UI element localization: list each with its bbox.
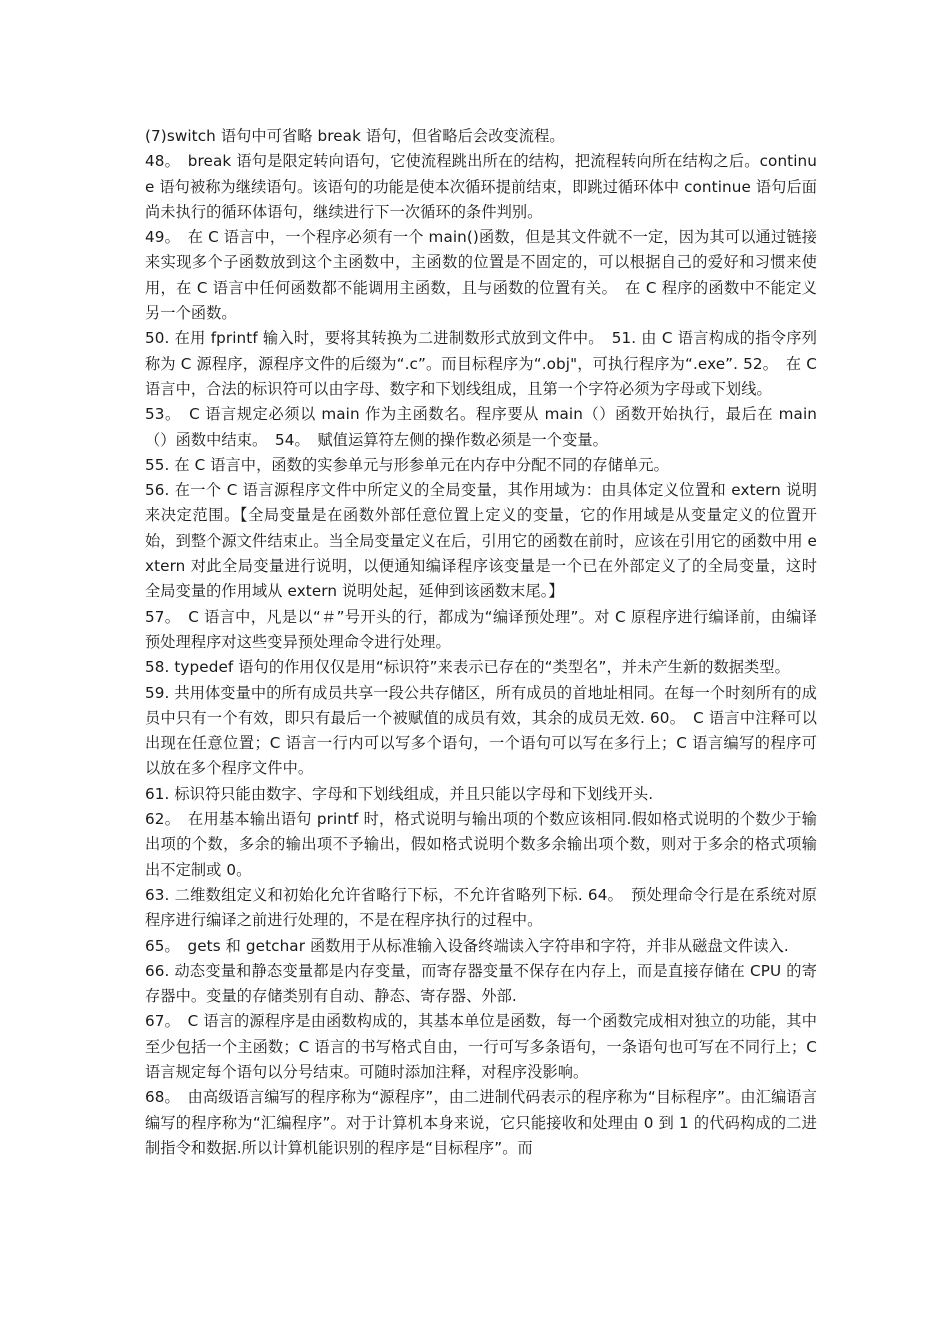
paragraph-56: 56. 在一个 C 语言源程序文件中所定义的全局变量，其作用域为：由具体定义位置和 extern 说明来决定范围。【全局变量是在函数外部任意位置上定义的变量，它的作用域是从变量定义的位置开始，到整个源文件结束止。当全局变量定义在后，引用它的函数在前时，应该在引用它的函数中用 extern 对此全局变量进行说明，以便通知编译程序该变量是一个已在外部定义了的全局变量，这时全局变量的作用域从 extern 说明处起，延伸到该函数末尾。】 bbox=[145, 481, 817, 601]
paragraph-58: 58. typedef 语句的作用仅仅是用“标识符”来表示已存在的“类型名”，并未产生新的数据类型。 bbox=[145, 658, 790, 677]
paragraph-65: 65。 gets 和 getchar 函数用于从标准输入设备终端读入字符串和字符，并非从磁盘文件读入. bbox=[145, 936, 789, 955]
paragraph-67: 67。 C 语言的源程序是由函数构成的，其基本单位是函数，每一个函数完成相对独立的功能，其中至少包括一个主函数；C 语言的书写格式自由，一行可写多条语句，一条语句也可写在不同行上；C 语言规定每个语句以分号结束。可随时添加注释，对程序没影响。 bbox=[145, 1012, 817, 1081]
paragraph-7-switch: (7)switch 语句中可省略 break 语句，但省略后会改变流程。 bbox=[145, 127, 565, 145]
paragraph-49: 49。 在 C 语言中，一个程序必须有一个 main()函数，但是其文件就不一定，因为其可以通过链接来实现多个子函数放到这个主函数中，主函数的位置是不固定的，可以根据自己的爱好和习惯来使用，在 C 语言中任何函数都不能调用主函数，且与函数的位置有关。 在 C 程序的函数中不能定义另一个函数。 bbox=[145, 228, 817, 323]
paragraph-48: 48。 break 语句是限定转向语句，它使流程跳出所在的结构，把流程转向所在结构之后。continue 语句被称为继续语句。该语句的功能是使本次循环提前结束，即跳过循环体中 continue 语句后面尚未执行的循环体语句，继续进行下一次循环的条件判别。 bbox=[145, 152, 817, 221]
paragraph-59-60: 59. 共用体变量中的所有成员共享一段公共存储区，所有成员的首地址相同。在每一个时刻所有的成员中只有一个有效，即只有最后一个被赋值的成员有效，其余的成员无效. 60。 C 语言中注释可以出现在任意位置；C 语言一行内可以写多个语句，一个语句可以写在多行上；C 语言编写的程序可以放在多个程序文件中。 bbox=[145, 683, 817, 778]
paragraph-53-54: 53。 C 语言规定必须以 main 作为主函数名。程序要从 main（）函数开始执行，最后在 main（）函数中结束。 54。 赋值运算符左侧的操作数必须是一个变量。 bbox=[145, 405, 817, 449]
paragraph-50-52: 50. 在用 fprintf 输入时，要将其转换为二进制数形式放到文件中。 51. 由 C 语言构成的指令序列称为 C 源程序，源程序文件的后缀为“.c”。而目标程序为“.obj"，可执行程序为“.exe”. 52。 在 C 语言中，合法的标识符可以由字母、数字和下划线组成，且第一个字符必须为字母或下划线。 bbox=[145, 329, 817, 398]
paragraph-61: 61. 标识符只能由数字、字母和下划线组成，并且只能以字母和下划线开头. bbox=[145, 784, 654, 803]
paragraph-68: 68。 由高级语言编写的程序称为“源程序”，由二进制代码表示的程序称为“目标程序”。由汇编语言编写的程序称为“汇编程序”。对于计算机本身来说，它只能接收和处理由 0 到 1 的代码构成的二进制指令和数据.所以计算机能识别的程序是“目标程序”。而 bbox=[145, 1088, 817, 1157]
paragraph-62: 62。 在用基本输出语句 printf 时，格式说明与输出项的个数应该相同.假如格式说明的个数少于输出项的个数，多余的输出项不予输出，假如格式说明个数多余输出项个数，则对于多余的格式项输出不定制或 0。 bbox=[145, 810, 817, 879]
paragraph-66: 66. 动态变量和静态变量都是内存变量，而寄存器变量不保存在内存上，而是直接存储在 CPU 的寄存器中。变量的存储类别有自动、静态、寄存器、外部. bbox=[145, 961, 817, 1006]
document-body bbox=[145, 124, 817, 1161]
paragraph-57: 57。 C 语言中，凡是以“＃”号开头的行，都成为“编译预处理”。对 C 原程序进行编译前，由编译预处理程序对这些变异预处理命令进行处理。 bbox=[145, 607, 817, 651]
paragraph-63-64: 63. 二维数组定义和初始化允许省略行下标，不允许省略列下标. 64。 预处理命令行是在系统对原程序进行编译之前进行处理的，不是在程序执行的过程中。 bbox=[145, 885, 817, 930]
paragraph-55: 55. 在 C 语言中，函数的实参单元与形参单元在内存中分配不同的存储单元。 bbox=[145, 455, 669, 474]
